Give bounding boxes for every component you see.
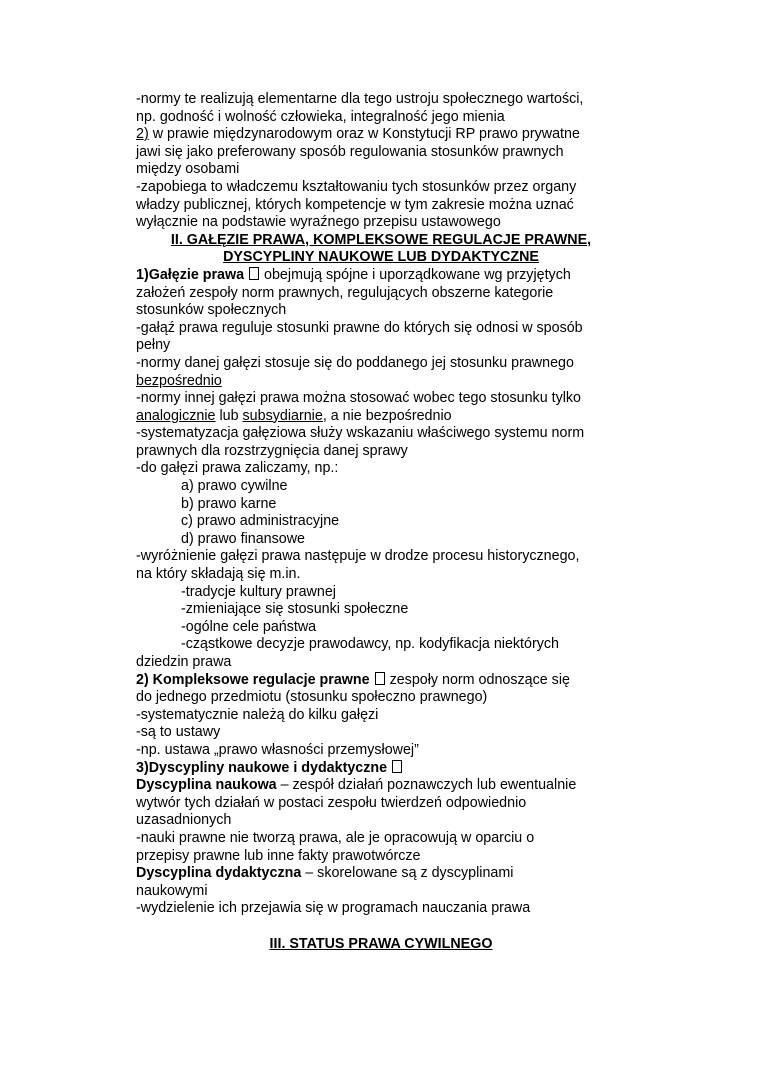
text-line: uzasadnionych [136, 812, 232, 829]
term: Dyscyplina dydaktyczna [136, 865, 302, 882]
text-line: między osobami [136, 161, 240, 178]
text-line: władzy publicznej, których kompetencje w tym zakresie można uznać [136, 196, 574, 213]
list-item: c) prawo administracyjne [181, 513, 340, 530]
text-line: jawi się jako preferowany sposób regulowania stosunków prawnych [136, 143, 564, 160]
text-span: , a nie bezpośrednio [322, 407, 452, 424]
text-line: -do gałęzi prawa zaliczamy, np.: [136, 460, 339, 477]
text-line: stosunków społecznych [136, 302, 287, 319]
text-line: -wyróżnienie gałęzi prawa następuje w drodze procesu historycznego, [136, 548, 580, 565]
section-heading-ii: II. GAŁĘZIE PRAWA, KOMPLEKSOWE REGULACJE PRAWNE, [170, 231, 592, 248]
text-line: -normy danej gałęzi stosuje się do poddanego jej stosunku prawnego [136, 354, 574, 371]
document-page [136, 91, 626, 953]
text-line: -zapobiega to władczemu kształtowaniu tych stosunków przez organy [136, 178, 577, 195]
text-line: wyłącznie na podstawie wyraźnego przepisu ustawowego [136, 214, 501, 231]
text-span: – skorelowane są z dyscyplinami [301, 865, 514, 882]
list-item: -cząstkowe decyzje prawodawcy, np. kodyfikacja niektórych [181, 636, 559, 653]
subsection-title: 3)Dyscypliny naukowe i dydaktyczne [136, 759, 388, 776]
text-line: prawnych dla rozstrzygnięcia danej sprawy [136, 442, 408, 459]
emphasis: bezpośrednio [136, 372, 222, 389]
text-span: – zespół działań poznawczych lub ewentualnie [276, 777, 577, 794]
list-item: a) prawo cywilne [181, 478, 288, 495]
list-item: -tradycje kultury prawnej [181, 583, 336, 600]
text-line: -są to ustawy [136, 724, 221, 741]
text-line: -nauki prawne nie tworzą prawa, ale je opracowują w oparciu o [136, 829, 535, 846]
text-line: -np. ustawa „prawo własności przemysłowej” [136, 741, 419, 758]
text-span: zespoły norm odnoszące się [385, 671, 570, 688]
text-line [136, 760, 626, 778]
spacer [136, 918, 626, 936]
text-line: do jednego przedmiotu (stosunku społeczno prawnego) [136, 689, 488, 706]
text-line [136, 267, 626, 285]
text-span: w prawie międzynarodowym oraz w Konstytucji RP prawo prywatne [148, 126, 580, 143]
text-line [136, 126, 626, 144]
section-heading-ii-cont: DYSCYPLINY NAUKOWE LUB DYDAKTYCZNE [223, 249, 539, 266]
text-line [136, 865, 626, 883]
missing-glyph-icon [392, 760, 402, 773]
text-line: założeń zespoły norm prawnych, regulujących obszerne kategorie [136, 284, 554, 301]
section-heading-iii: III. STATUS PRAWA CYWILNEGO [269, 935, 493, 952]
emphasis: analogicznie [136, 407, 216, 424]
text-line: -systematyzacja gałęziowa służy wskazaniu właściwego systemu norm [136, 425, 585, 442]
list-item: -ogólne cele państwa [181, 618, 317, 635]
text-line: -systematycznie należą do kilku gałęzi [136, 706, 379, 723]
text-line: -wydzielenie ich przejawia się w programach nauczania prawa [136, 900, 531, 917]
text-line [136, 777, 626, 795]
text-line [136, 672, 626, 690]
missing-glyph-icon [249, 267, 259, 280]
text-line [136, 373, 626, 391]
text-line: -gałąź prawa reguluje stosunki prawne do których się odnosi w sposób [136, 319, 583, 336]
text-line: -normy te realizują elementarne dla tego ustroju społecznego wartości, [136, 91, 584, 107]
text-line: dziedzin prawa [136, 654, 232, 670]
text-line: -normy innej gałęzi prawa można stosować wobec tego stosunku tylko [136, 390, 582, 407]
text-line: np. godność i wolność człowieka, integralność jego mienia [136, 108, 505, 125]
point-number: 2) [136, 126, 149, 143]
text-span: lub [215, 407, 243, 424]
emphasis: subsydiarnie [242, 407, 323, 424]
missing-glyph-icon [375, 672, 385, 685]
text-line [136, 408, 626, 426]
text-line: przepisy prawne lub inne fakty prawotwórcze [136, 847, 421, 864]
text-line: naukowymi [136, 882, 208, 899]
list-item: d) prawo finansowe [181, 530, 305, 547]
subsection-title: 1)Gałęzie prawa [136, 266, 245, 283]
text-span: obejmują spójne i uporządkowane wg przyjętych [260, 266, 571, 283]
text-line: na który składają się m.in. [136, 566, 301, 583]
subsection-title: 2) Kompleksowe regulacje prawne [136, 671, 370, 688]
term: Dyscyplina naukowa [136, 777, 277, 794]
list-item: -zmieniające się stosunki społeczne [181, 601, 409, 618]
text-line: pełny [136, 337, 171, 354]
list-item: b) prawo karne [181, 495, 277, 512]
text-line: wytwór tych działań w postaci zespołu twierdzeń odpowiednio [136, 794, 527, 811]
